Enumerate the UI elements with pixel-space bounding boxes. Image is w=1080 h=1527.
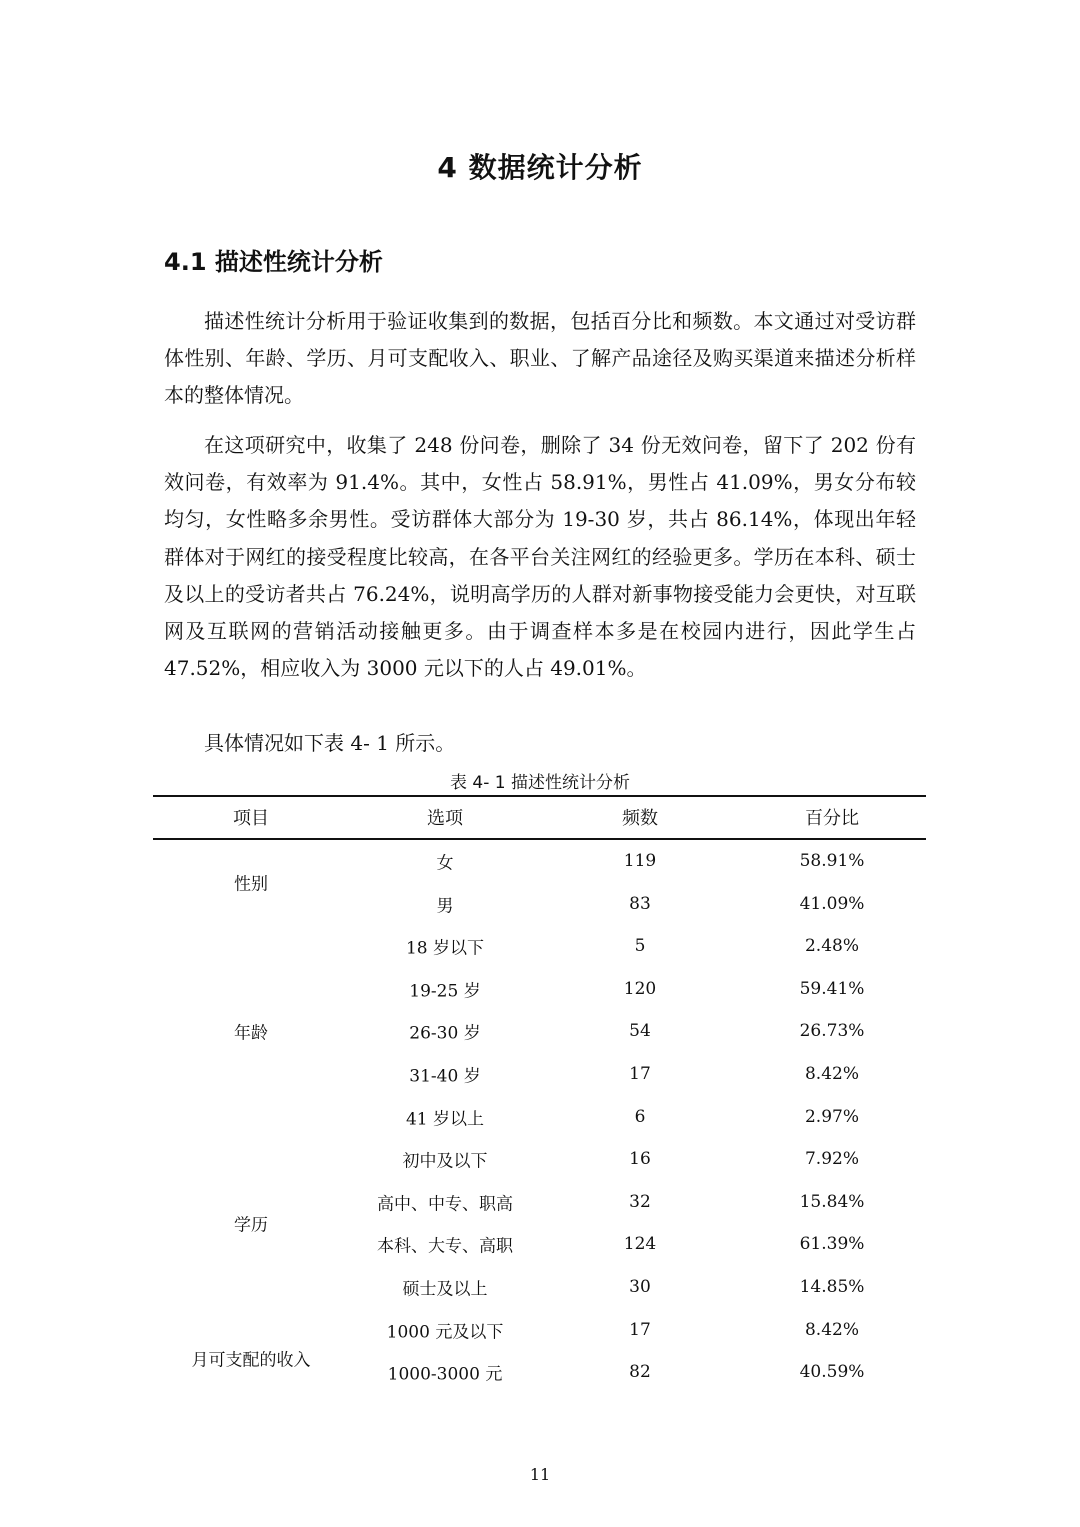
table-cell-count: 119 <box>623 851 657 871</box>
table-cell-percent: 8.42% <box>804 1064 860 1084</box>
table-cell-count: 82 <box>629 1362 651 1383</box>
table-cell-option: 硕士及以上 <box>402 1279 488 1300</box>
table-cell-option: 19-25 岁 <box>409 981 481 1002</box>
page-number: 11 <box>529 1465 551 1484</box>
table-cell-option: 女 <box>436 853 454 874</box>
table-cell-count: 17 <box>629 1064 651 1084</box>
table-cell-count: 6 <box>634 1106 646 1127</box>
table-cell-percent: 2.48% <box>804 936 860 957</box>
table-header-rule <box>153 838 926 840</box>
table-cell-count: 32 <box>629 1191 651 1212</box>
chapter-title: 4 数据统计分析 <box>437 151 643 184</box>
table-cell-option: 41 岁以上 <box>405 1109 485 1130</box>
section-title: 4.1 描述性统计分析 <box>164 248 383 276</box>
table-group-label: 性别 <box>234 874 268 895</box>
table-cell-count: 54 <box>629 1021 651 1042</box>
table-header-cell: 选项 <box>427 808 463 829</box>
table-cell-percent: 7.92% <box>804 1149 860 1170</box>
table-cell-count: 30 <box>629 1277 651 1297</box>
table-cell-count: 5 <box>634 936 646 957</box>
table-cell-option: 1000-3000 元 <box>387 1364 503 1385</box>
table-cell-percent: 58.91% <box>799 851 865 871</box>
paragraph: 具体情况如下表 4- 1 所示。 <box>204 731 456 755</box>
table-top-rule <box>153 795 926 797</box>
table-cell-percent: 41.09% <box>799 893 865 914</box>
table-cell-percent: 2.97% <box>804 1106 860 1127</box>
table-group-label: 月可支配的收入 <box>191 1350 311 1371</box>
paragraph: 描述性统计分析用于验证收集到的数据，包括百分比和频数。本文通过对受访群体性别、年龄、学历、月可支配收入、职业、了解产品途径及购买渠道来描述分析样本的整体情况。 <box>164 309 916 408</box>
table-cell-percent: 14.85% <box>799 1277 865 1297</box>
table-header-cell: 百分比 <box>805 808 859 829</box>
table-cell-count: 17 <box>629 1319 651 1340</box>
table-caption: 表 4- 1 描述性统计分析 <box>450 773 630 793</box>
table-cell-count: 83 <box>629 893 651 914</box>
table-cell-count: 124 <box>623 1234 657 1255</box>
table-cell-option: 高中、中专、职高 <box>377 1194 513 1215</box>
table-header-cell: 项目 <box>233 808 269 829</box>
table-cell-option: 本科、大专、高职 <box>377 1236 513 1257</box>
table-cell-option: 男 <box>436 896 454 917</box>
table-cell-option: 26-30 岁 <box>409 1023 481 1044</box>
table-cell-count: 120 <box>623 978 657 999</box>
table-group-label: 学历 <box>234 1215 268 1236</box>
table-group-label: 年龄 <box>234 1023 268 1044</box>
table-cell-percent: 15.84% <box>799 1191 865 1212</box>
table-cell-option: 31-40 岁 <box>409 1066 481 1087</box>
table-cell-percent: 8.42% <box>804 1319 860 1340</box>
table-cell-count: 16 <box>629 1149 651 1170</box>
table-cell-percent: 26.73% <box>799 1021 865 1042</box>
table-header-cell: 频数 <box>622 808 658 829</box>
table-cell-option: 18 岁以下 <box>405 938 485 959</box>
table-cell-option: 1000 元及以下 <box>386 1322 504 1343</box>
table-cell-percent: 40.59% <box>799 1362 865 1383</box>
table-cell-percent: 61.39% <box>799 1234 865 1255</box>
paragraph: 在这项研究中，收集了 248 份问卷，删除了 34 份无效问卷，留下了 202 份有效问卷，有效率为 91.4%。其中，女性占 58.91%，男性占 41.09%，男女分布较均匀，女性略多余男性。受访群体大部分为 19-30 岁，共占 86.14%，体现出年轻群体对于网红的接受程度比较高，在各平台关注网红的经验更多。学历在本科、硕士及以上的受访者共占 76.24%，说明高学历的人群对新事物接受能力会更快，对互联网及互联网的营销活动接触更多。由于调查样本多是在校园内进行，因此学生占 47.52%，相应收入为 3000 元以下的人占 49.01%。 <box>164 433 916 681</box>
table-cell-option: 初中及以下 <box>402 1151 488 1172</box>
table-cell-percent: 59.41% <box>799 978 865 999</box>
